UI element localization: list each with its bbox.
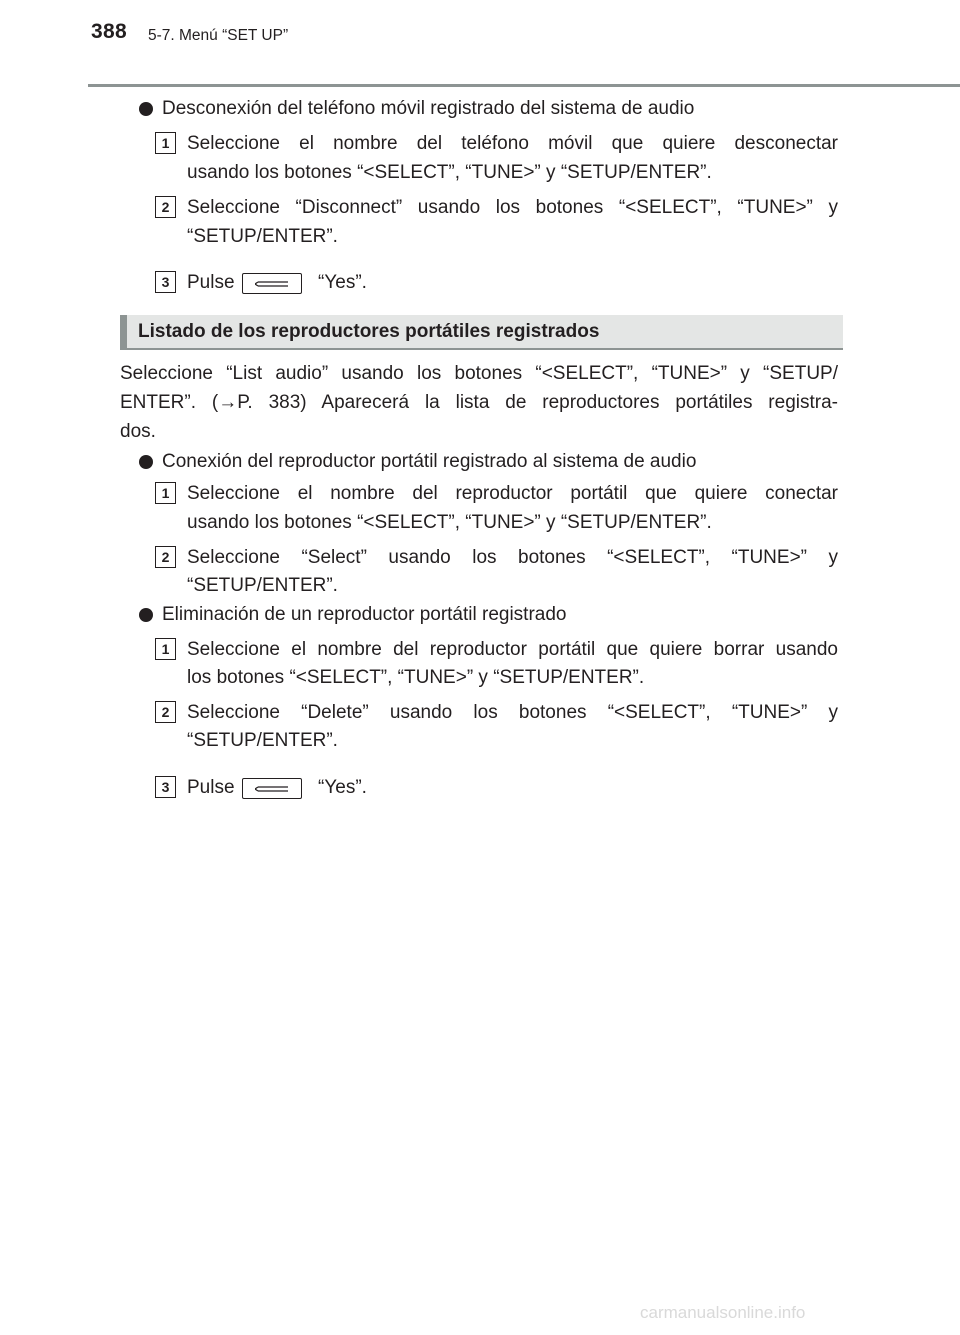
watermark: carmanualsonline.info [640,1303,806,1322]
step-text-line: Pulse [187,777,235,798]
bullet-dot-icon [139,455,153,469]
enter-button-icon [242,778,302,799]
step-text-line: usando los botones “<SELECT”, “TUNE>” y “SETUP/ENTER”. [187,512,712,533]
step-number-badge: 1 [155,638,176,660]
step-number-badge: 1 [155,482,176,504]
page-number: 388 [91,20,127,43]
bullet-dot-icon [139,608,153,622]
bullet-heading: Eliminación de un reproductor portátil registrado [162,604,567,625]
enter-button-icon [242,273,302,294]
section-heading-rule [127,348,843,350]
step-text-line: Seleccione “Delete” usando los botones “<SELECT”, “TUNE>” y [187,702,838,723]
step-text-line: los botones “<SELECT”, “TUNE>” y “SETUP/ENTER”. [187,667,645,688]
section-heading: Listado de los reproductores portátiles registrados [138,321,600,342]
step-text-line: Seleccione el nombre del reproductor portátil que quiere conectar [187,483,838,504]
step-text-line: “Yes”. [318,272,367,293]
header-rule [88,84,960,87]
intro-line: Seleccione “List audio” usando los botones “<SELECT”, “TUNE>” y “SETUP/ [120,363,838,384]
step-number-badge: 2 [155,196,176,218]
step-number-badge: 1 [155,132,176,154]
section-heading-accent [120,315,127,350]
step-text-line: Seleccione el nombre del teléfono móvil que quiere desconectar [187,133,838,154]
step-text-line: Seleccione el nombre del reproductor portátil que quiere borrar usando [187,639,838,660]
step-number-badge: 3 [155,776,176,798]
step-text-line: usando los botones “<SELECT”, “TUNE>” y “SETUP/ENTER”. [187,162,712,183]
bullet-heading: Desconexión del teléfono móvil registrado del sistema de audio [162,98,695,119]
bullet-dot-icon [139,102,153,116]
step-text-line: Pulse [187,272,235,293]
step-number-badge: 2 [155,546,176,568]
intro-line: dos. [120,421,156,442]
intro-line: ENTER”. (→P. 383) Aparecerá la lista de reproductores portátiles registra- [120,392,838,413]
step-text-line: “SETUP/ENTER”. [187,575,338,596]
page-header [0,0,960,90]
step-text-line: “SETUP/ENTER”. [187,226,338,247]
step-text-line: Seleccione “Disconnect” usando los botones “<SELECT”, “TUNE>” y [187,197,838,218]
step-text-line: “SETUP/ENTER”. [187,730,338,751]
bullet-heading: Conexión del reproductor portátil registrado al sistema de audio [162,451,697,472]
section-title: 5-7. Menú “SET UP” [148,27,289,44]
step-number-badge: 3 [155,271,176,293]
step-text-line: Seleccione “Select” usando los botones “<SELECT”, “TUNE>” y [187,547,838,568]
step-text-line: “Yes”. [318,777,367,798]
step-number-badge: 2 [155,701,176,723]
